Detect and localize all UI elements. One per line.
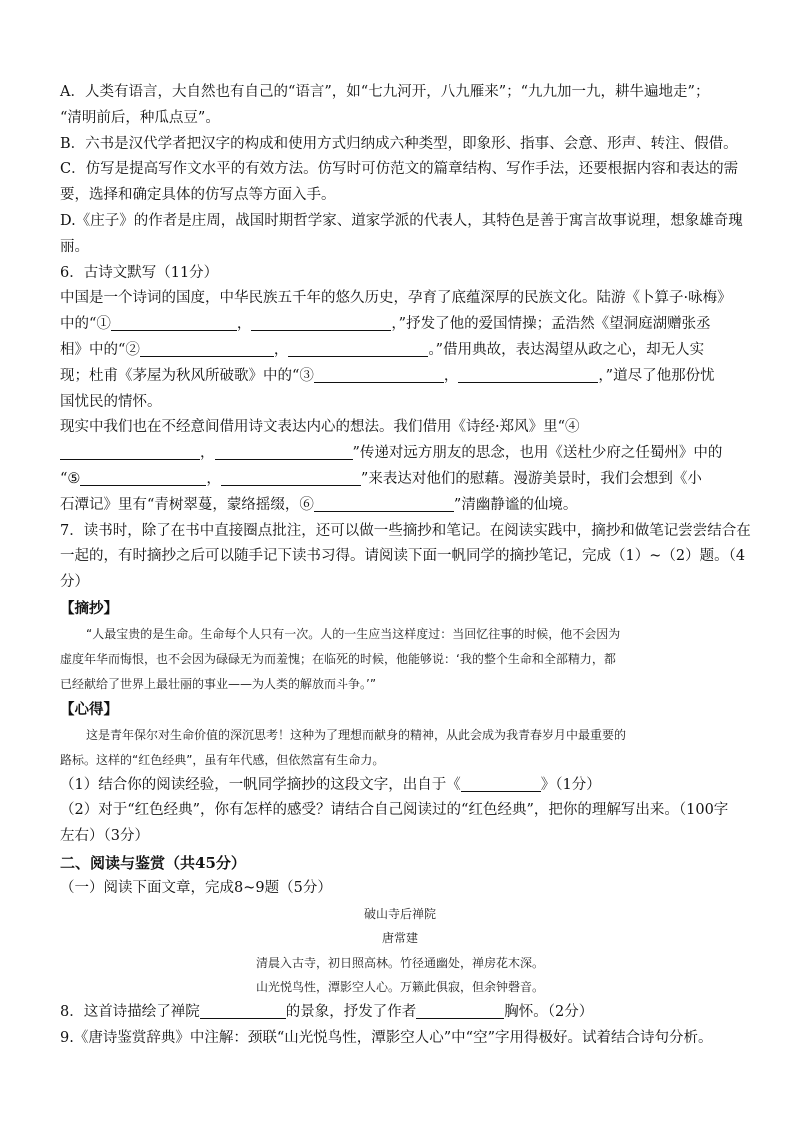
- answer-blank-2a[interactable]: [140, 340, 274, 357]
- question-9: 9.《唐诗鉴赏辞典》中注解：颈联“山光悦鸟性，潭影空人心”中“空”字用得极好。试着结合诗句分析。: [60, 1029, 713, 1046]
- q6-text: ”清幽静谧的仙境。: [453, 496, 578, 513]
- q6-text: ，: [443, 367, 459, 384]
- option-a-line1: A．人类有语言，大自然也有自己的“语言”，如“七九河开，八九雁来”；“九九加一九，耕牛遍地走”；: [60, 84, 710, 100]
- option-c-line1: C．仿写是提高写作文水平的有效方法。仿写时可仿范文的篇章结构、写作手法，还要根据内容和表达的需: [60, 161, 739, 178]
- excerpt-line1: “人最宝贵的是生命。生命每个人只有一次。人的一生应当这样度过：当回忆往事的时候，他不会因为: [86, 626, 621, 641]
- q8-text: 8．这首诗描绘了禅院: [60, 1003, 200, 1020]
- answer-blank-5a[interactable]: [80, 469, 206, 486]
- answer-blank-8b[interactable]: [416, 1002, 504, 1019]
- note-line2: 路标。这样的“红色经典”，虽有年代感，但依然富有生命力。: [60, 752, 385, 767]
- answer-blank-book[interactable]: [461, 775, 541, 792]
- answer-blank-1a[interactable]: [111, 314, 237, 331]
- excerpt-heading: 【摘抄】: [60, 599, 118, 617]
- q6-text: ，: [236, 316, 252, 333]
- q6-text: 现；杜甫《茅屋为秋风所破歌》中的“③: [60, 367, 314, 384]
- section-2-heading: 二、阅读与鉴赏（共45分）: [60, 853, 246, 872]
- q6-line5: 国忧民的情怀。: [60, 393, 162, 410]
- exam-page: [60, 80, 751, 1051]
- answer-blank-3a[interactable]: [314, 366, 444, 383]
- poem-line2: 山光悦鸟性，潭影空人心。万籁此俱寂，但余钟磬音。: [255, 980, 544, 995]
- q7-text: （1）结合你的阅读经验，一帆同学摘抄的这段文字，出自于《: [60, 776, 461, 793]
- poem-author: 唐常建: [381, 931, 418, 946]
- q6-line9: [60, 493, 740, 519]
- answer-blank-4a[interactable]: [60, 443, 200, 460]
- q6-line6: 现实中我们也在不经意间借用诗文表达内心的想法。我们借用《诗经·郑风》里“④: [60, 419, 580, 436]
- answer-blank-8a[interactable]: [200, 1002, 286, 1019]
- answer-blank-4b[interactable]: [215, 443, 353, 460]
- q7-text: 》（1分）: [540, 776, 601, 793]
- q6-text: ，: [200, 445, 215, 462]
- question-8: [60, 1000, 740, 1026]
- note-heading: 【心得】: [60, 700, 118, 718]
- option-a-line2: “清明前后，种瓜点豆”。: [60, 109, 220, 126]
- q6-text: 相》中的“②: [60, 341, 140, 358]
- q7-line3: 分）: [60, 574, 89, 591]
- q6-line3: [60, 338, 740, 364]
- q8-text: 胸怀。（2分）: [504, 1003, 594, 1020]
- option-d-line2: 丽。: [60, 238, 89, 255]
- note-line1: 这是青年保尔对生命价值的深沉思考！这种为了理想而献身的精神，从此会成为我青春岁月中最重要的: [86, 727, 627, 742]
- answer-blank-6[interactable]: [314, 495, 454, 512]
- answer-blank-5b[interactable]: [221, 469, 361, 486]
- q6-text: 石潭记》里有“青树翠蔓，蒙络摇缀，⑥: [60, 496, 314, 513]
- q7-line2: 一起的，有时摘抄之后可以随手记下读书习得。请阅读下面一帆同学的摘抄笔记，完成（1）~（2）题。（4: [60, 548, 746, 565]
- q7-sub2-line2: 左右）（3分）: [60, 828, 149, 845]
- answer-blank-1b[interactable]: [251, 314, 391, 331]
- q6-line4: [60, 364, 740, 390]
- q6-text: ，”抒发了他的爱国情操；孟浩然《望洞庭湖赠张丞: [391, 316, 711, 333]
- q7-sub1: [60, 773, 740, 799]
- q6-text: ，”道尽了他那份忧: [598, 367, 715, 384]
- q7-sub2-line1: （2）对于“红色经典”，你有怎样的感受？请结合自己阅读过的“红色经典”，把你的理解写出来。（100字: [60, 802, 729, 819]
- answer-blank-2b[interactable]: [288, 340, 428, 357]
- q6-line8: [60, 467, 740, 493]
- question-6-title: 6．古诗文默写（11分）: [60, 264, 219, 281]
- q7-line1: 7．读书时，除了在书中直接圈点批注，还可以做一些摘抄和笔记。在阅读实践中，摘抄和做笔记尝尝结合在: [60, 522, 751, 539]
- poem-title: 破山寺后禅院: [363, 906, 436, 921]
- excerpt-line2: 虚度年华而悔恨，也不会因为碌碌无为而羞愧；在临死的时候，他能够说：‘我的整个生命和全部精力，都: [60, 651, 616, 666]
- q6-text: ，: [206, 470, 221, 487]
- q6-text: “⑤: [60, 470, 81, 487]
- option-c-line2: 要，选择和确定具体的仿写点等方面入手。: [60, 187, 336, 204]
- q6-text: ”传递对远方朋友的思念，也用《送杜少府之任蜀州》中的: [352, 445, 723, 462]
- answer-blank-3b[interactable]: [458, 366, 598, 383]
- q6-text: ”来表达对他们的慰藉。漫游美景时，我们会想到《小: [360, 470, 702, 487]
- poem-line1: 清晨入古寺，初日照高林。竹径通幽处，禅房花木深。: [255, 955, 544, 970]
- q6-line1: 中国是一个诗词的国度，中华民族五千年的悠久历史，孕育了底蕴深厚的民族文化。陆游《卜算子·咏梅》: [60, 290, 732, 307]
- q6-line2: [60, 312, 740, 338]
- q6-text: 中的“①: [60, 316, 111, 333]
- excerpt-line3: 已经献给了世界上最壮丽的事业——为人类的解放而斗争。’”: [60, 676, 377, 691]
- option-b: B．六书是汉代学者把汉字的构成和使用方式归纳成六种类型，即象形、指事、会意、形声、转注、假借。: [60, 135, 738, 152]
- q6-text: ，: [273, 341, 289, 358]
- q6-text: 。”借用典故，表达渴望从政之心，却无人实: [428, 341, 705, 358]
- q8-text: 的景象，抒发了作者: [285, 1003, 417, 1020]
- q6-line7: [60, 441, 740, 467]
- subsection-1-heading: （一）阅读下面文章，完成8~9题（5分）: [60, 879, 332, 896]
- option-d-line1: D.《庄子》的作者是庄周，战国时期哲学家、道家学派的代表人，其特色是善于寓言故事说理，想象雄奇瑰: [60, 212, 743, 229]
